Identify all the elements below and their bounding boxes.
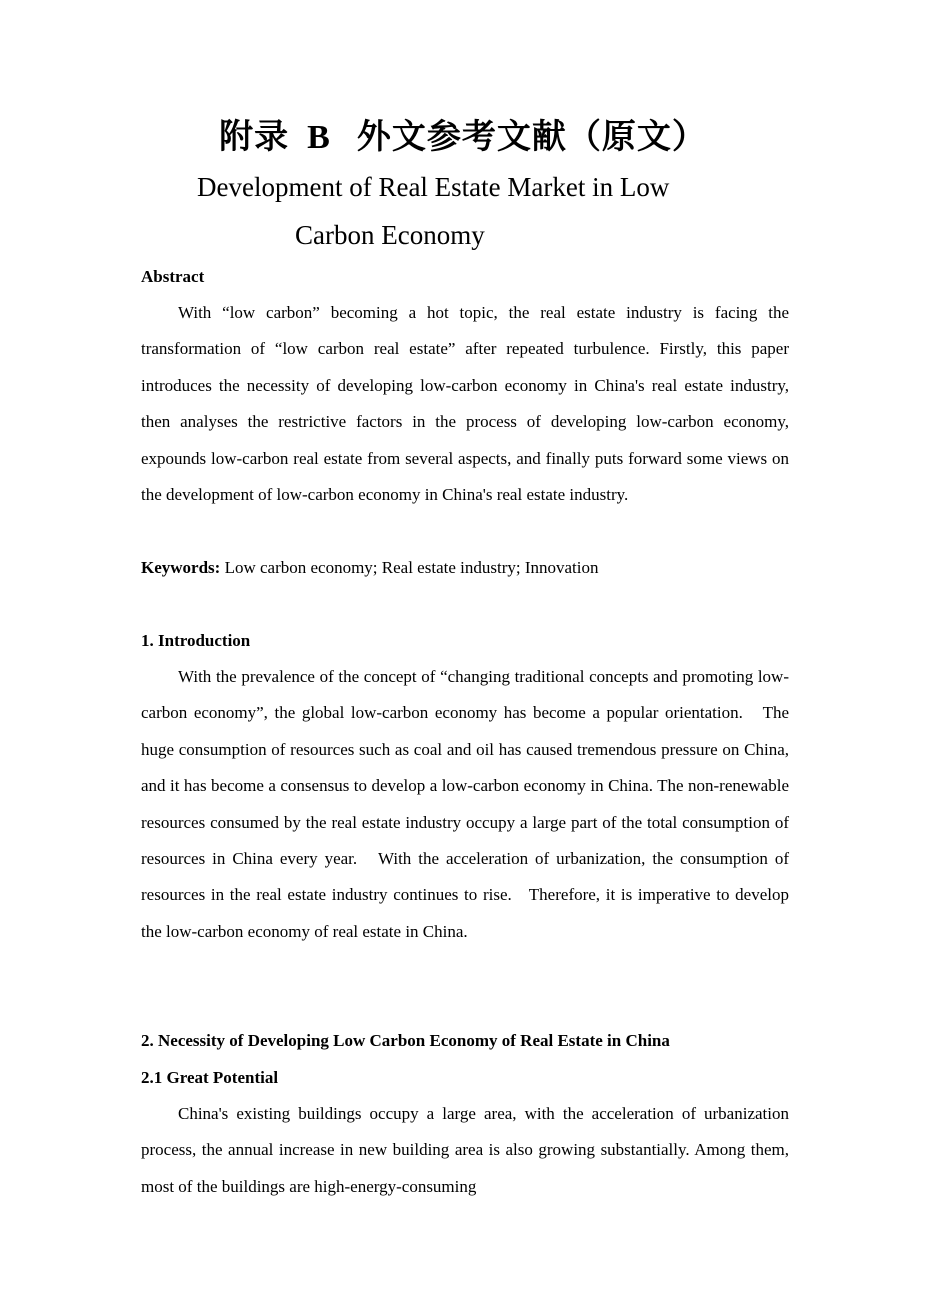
keywords-line [141,550,598,586]
section-1-heading: 1. Introduction [141,631,251,650]
appendix-title-rest: 外文参考文献（原文） [356,117,707,157]
paper-title-line-1: Development of Real Estate Market in Low [197,172,670,202]
keywords-value: Low carbon economy; Real estate industry; Innovation [220,558,599,577]
section-2-heading: 2. Necessity of Developing Low Carbon Economy of Real Estate in China [141,1031,670,1050]
paper-title-line-2: Carbon Economy [295,220,485,250]
section-1-paragraph: With the prevalence of the concept of “changing traditional concepts and promoting low-carbon economy”, the global low-carbon economy has become a popular orientation. The huge consumption of resources such as coal and oil has caused tremendous pressure on China, and it has become a consensus to develop a low-carbon economy in China. The non-renewable resources consumed by the real estate industry occupy a large part of the total consumption of resources in China every year. With the acceleration of urbanization, the consumption of resources in the real estate industry continues to rise. Therefore, it is imperative to develop the low-carbon economy of real estate in China. [141,667,789,941]
abstract-heading: Abstract [141,267,205,286]
appendix-letter: B [307,119,331,156]
keywords-label: Keywords: [141,558,221,577]
appendix-prefix: 附录 [219,117,290,157]
abstract-paragraph: With “low carbon” becoming a hot topic, the real estate industry is facing the transformation of “low carbon real estate” after repeated turbulence. Firstly, this paper introduces the necessity of developing low-carbon economy in China's real estate industry, then analyses the restrictive factors in the process of developing low-carbon economy, expounds low-carbon real estate from several aspects, and finally puts forward some views on the development of low-carbon economy in China's real estate industry. [141,303,789,505]
section-2-1-heading: 2.1 Great Potential [141,1068,279,1087]
section-2-1-paragraph: China's existing buildings occupy a large area, with the acceleration of urbanization process, the annual increase in new building area is also growing substantially. Among them, most of the buildings are high-energy-consuming [141,1104,789,1196]
appendix-title [0,112,926,163]
